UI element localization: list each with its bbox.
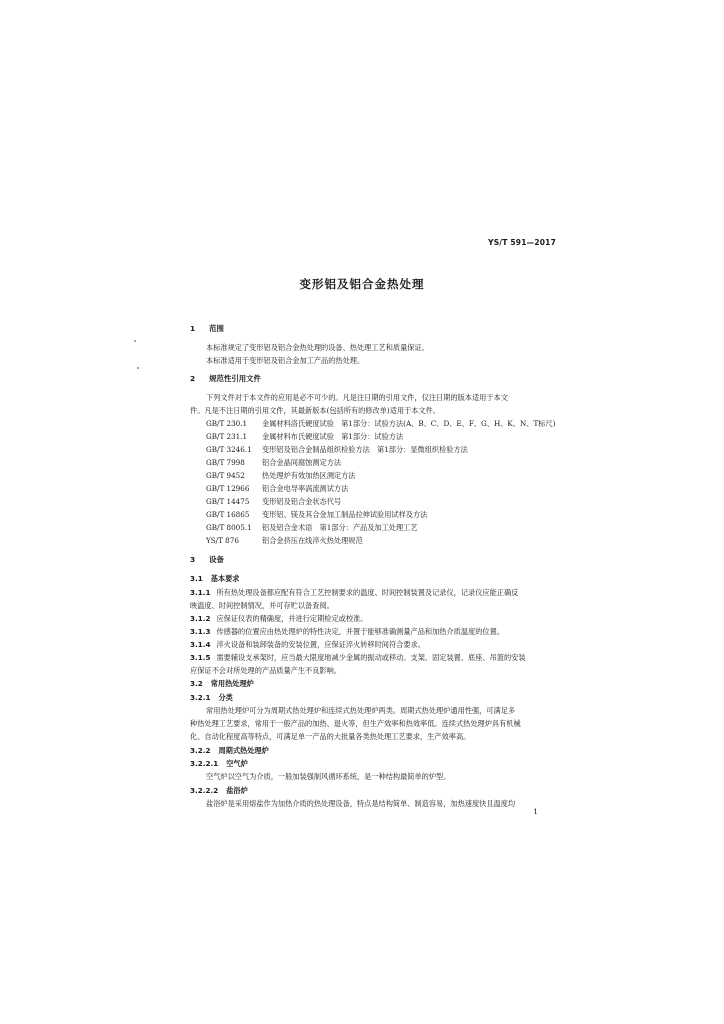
section-3-heading: 3 设备 — [190, 555, 224, 564]
clause-3-2-2-2-text: 盐浴炉是采用熔盐作为加热介质的热处理设备，特点是结构简单、制造容易，加热速度快且温度均 — [206, 799, 516, 808]
clause-3-1-1-cont: 映温度、时间控制情况，并可存贮以备查阅。 — [190, 601, 334, 610]
scan-speck — [134, 340, 136, 342]
clause-3-1-1: 3.1.1 所有热处理设备都应配有符合工艺控制要求的温度、时间控制装置及记录仪，记录仪应能正确反 — [190, 588, 519, 597]
clause-3-2-1-text: 化、自动化程度高等特点，可满足单一产品的大批量各类热处理工艺要求，生产效率高。 — [190, 732, 471, 741]
clause-3-2-2-1-text: 空气炉以空气为介质，一般加装强制风循环系统，是一种结构最简单的炉型。 — [206, 772, 451, 781]
clause-3-2-1-text: 常用热处理炉可分为周期式热处理炉和连续式热处理炉两类。周期式热处理炉通用性强，可满足多 — [206, 706, 516, 715]
clause-3-1-5-cont: 应保证不会对所处理的产品质量产生不良影响。 — [190, 666, 341, 675]
reference-item: YS/T 876 铝合金挤压在线淬火热处理规范 — [206, 536, 363, 545]
page-title: 变形铝及铝合金热处理 — [299, 277, 425, 291]
section-2-intro: 下列文件对于本文件的应用是必不可少的。凡是注日期的引用文件，仅注日期的版本适用于本文 — [206, 393, 508, 402]
clause-3-1-5: 3.1.5 需要辅设支承架时，应当最大限度地减少金属的振动或移动。支架、固定装置、底座、吊篮的安装 — [190, 653, 526, 662]
subsection-heading: 3.2 常用热处理炉 — [190, 679, 254, 688]
clause-heading: 3.2.2.1 空气炉 — [190, 759, 248, 768]
section-1-heading: 1 范围 — [190, 324, 224, 333]
section-1-paragraph: 本标准规定了变形铝及铝合金热处理的设备、热处理工艺和质量保证。 — [206, 343, 429, 352]
reference-item: GB/T 16865 变形铝、镁及其合金加工制品拉伸试验用试样及方法 — [206, 510, 428, 519]
reference-item: GB/T 231.1 金属材料布氏硬度试验 第1部分：试验方法 — [206, 432, 404, 441]
reference-item: GB/T 12966 铝合金电导率涡流测试方法 — [206, 484, 349, 493]
clause-3-2-1-text: 种热处理工艺要求，常用于一般产品的加热、退火等，但生产效率和热效率低。连续式热处理炉具有机械 — [190, 719, 521, 728]
reference-item: GB/T 8005.1 铝及铝合金术语 第1部分：产品及加工处理工艺 — [206, 523, 418, 532]
page-number: 1 — [533, 807, 538, 816]
reference-item: GB/T 14475 变形铝及铝合金状态代号 — [206, 497, 342, 506]
reference-item: GB/T 3246.1 变形铝及铝合金制品组织检验方法 第1部分：显微组织检验方法 — [206, 445, 468, 454]
section-1-paragraph: 本标准适用于变形铝及铝合金加工产品的热处理。 — [206, 356, 365, 365]
clause-3-1-2: 3.1.2 应保证仪表的精确度，并进行定期检定或校准。 — [190, 614, 368, 623]
section-2-intro: 件。凡是不注日期的引用文件，其最新版本(包括所有的修改单)适用于本文件。 — [190, 406, 440, 415]
section-2-heading: 2 规范性引用文件 — [190, 374, 261, 383]
clause-3-1-4: 3.1.4 淬火设备和装卸装备的安装位置，应保证淬火转移时间符合要求。 — [190, 640, 425, 649]
reference-item: GB/T 9452 热处理炉有效加热区测定方法 — [206, 471, 356, 480]
subsection-heading: 3.1 基本要求 — [190, 574, 240, 583]
clause-heading: 3.2.2.2 盐浴炉 — [190, 786, 248, 795]
clause-3-1-3: 3.1.3 传感器的位置应由热处理炉的特性决定，并置于能够准确测量产品和加热介质温度的位置。 — [190, 627, 504, 636]
scan-speck — [137, 367, 139, 369]
standard-code: YS/T 591—2017 — [488, 238, 556, 247]
clause-heading: 3.2.1 分类 — [190, 693, 233, 702]
reference-item: GB/T 230.1 金属材料洛氏硬度试验 第1部分：试验方法(A、B、C、D、E、F、G、H、K、N、T标尺) — [206, 419, 556, 428]
reference-item: GB/T 7998 铝合金晶间腐蚀测定方法 — [206, 458, 342, 467]
clause-heading: 3.2.2 周期式热处理炉 — [190, 746, 269, 755]
